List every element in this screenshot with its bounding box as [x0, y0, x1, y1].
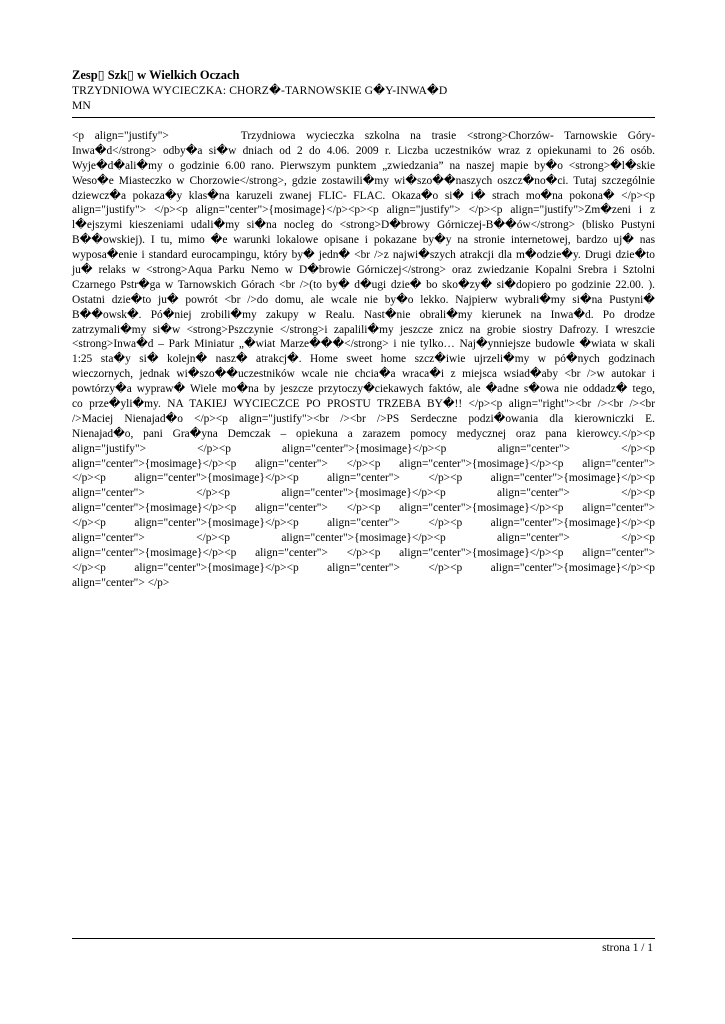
body-line — [72, 293, 655, 308]
body-line — [72, 442, 655, 457]
body-line-text: align="justify"> </p><p align="center">{mosimage}</p><p align="center"> </p><p — [72, 442, 655, 455]
body-line-text: B��owsk�. Pó�niej zrobili�my zakupy w Realu. Nast�nie obrali�my kierunek na Inwa�d. Po drodze — [72, 308, 655, 321]
body-line — [72, 189, 655, 204]
body-line-text: align="center">{mosimage}</p><p align="center"> </p><p align="center">{mosimage}</p><p align="center"> — [72, 546, 655, 559]
body-line-text: align="center">{mosimage}</p><p align="center"> </p><p align="center">{mosimage}</p><p align="center"> — [72, 502, 655, 515]
body-line-text: Nienajad�o, pani Gra�yna Demczak – opiekuna a zarazem pomocy medycznej oraz pana kierowcy.</p><p — [72, 427, 655, 440]
body-line — [72, 427, 655, 442]
body-line-text: </p><p align="center">{mosimage}</p><p align="center"> </p><p align="center">{mosimage}</p><p — [72, 561, 655, 574]
body-line-text: Czarnego Pstr�ga w Tarnowskich Górach <br />(to by� d�ugi dzie� bo sko�zy� si�dopiero po godzinie 22.00. ). — [72, 278, 655, 291]
body-line-text: align="justify"> </p><p align="center">{mosimage}</p><p><p align="justify"> </p><p align="justify">Zm�zeni i z — [72, 204, 655, 217]
body-line — [72, 248, 655, 263]
body-line-text: Ostatni dzie�to ju� powrót <br />do domu, ale wcale nie by�o lekko. Najpierw wybrali�my si�na Pustyni� — [72, 293, 655, 306]
body-line-text: B��owskiej). I tu, mimo �e warunki lokalowe opisane i pokazane by�y na stronie internetowej, bardzo uj� nas — [72, 234, 655, 247]
body-line — [72, 129, 655, 144]
school-name: Zesp▯ Szk▯ w Wielkich Oczach — [72, 68, 240, 82]
body-line — [72, 367, 655, 382]
body-line — [72, 159, 655, 174]
article-body — [72, 129, 655, 591]
body-line — [72, 352, 655, 367]
body-line — [72, 531, 655, 546]
body-line-text: </p><p align="center">{mosimage}</p><p align="center"> </p><p align="center">{mosimage}</p><p — [72, 517, 655, 530]
body-line-text: </p><p align="center">{mosimage}</p><p align="center"> </p><p align="center">{mosimage}</p><p — [72, 472, 655, 485]
body-line — [72, 308, 655, 323]
body-line-text: wyposa�enie i standard eurocampingu, który by� jedn� <br />z najwi�szych atrakcji dla m�odzie�y. Drugi dzie�to — [72, 249, 655, 262]
body-line-text: 1:25 sta�y si� kolejn� nasz� atrakcj�. Home sweet home szcz�iwie ujrzeli�my w pó�nych godzinach — [72, 353, 655, 366]
body-line — [72, 457, 655, 472]
body-line-text: align="center"> </p><p align="center">{mosimage}</p><p align="center"> </p><p — [72, 487, 655, 500]
body-line — [72, 233, 655, 248]
body-line — [72, 561, 655, 576]
paragraph-open-tag: <p align="justify"> — [72, 130, 169, 142]
footer-divider — [72, 938, 655, 939]
body-line — [72, 144, 655, 159]
body-line-text: align="center"> </p><p align="center">{mosimage}</p><p align="center"> </p><p — [72, 532, 655, 545]
body-line-text: align="center">{mosimage}</p><p align="center"> </p><p align="center">{mosimage}</p><p align="center"> — [72, 457, 655, 470]
body-line-text: align="center"> </p> — [72, 576, 170, 589]
body-line-text: zatrzymali�my si�w <strong>Pszczynie </strong>i zapalili�my jeszcze znicz na grobie siostry Dafrozy. I wreszcie — [72, 323, 655, 336]
body-line-text: dziewcz�a pokaza�y klas�na karuzeli zwanej FLIC- FLAC. Okaza�o si� i� strach mo�na pokona� </p><p — [72, 189, 655, 202]
body-line-text: Inwa�d</strong> odby�a si�w dniach od 2 do 4.06. 2009 r. Liczba uczestników wraz z opiekunami to 26 osób. — [72, 144, 655, 157]
body-line-text: Wyje�d�ali�my o godzinie 6.00 rano. Pierwszym punktem „zwiedzania” na naszej mapie by�o <strong>�l�skie — [72, 159, 655, 172]
body-line — [72, 412, 655, 427]
body-line — [72, 486, 655, 501]
body-line-text: l�ejszymi kieszeniami udali�my si�na nocleg do <strong>D�browy Górniczej-B��ów</strong> (blisko Pustyni — [72, 219, 655, 232]
body-line — [72, 546, 655, 561]
body-line — [72, 278, 655, 293]
document-header — [72, 68, 654, 113]
body-line-text: powtórzy�a wypraw� Wiele mo�na by jeszcze przytoczy�ciekawych faktów, ale �adne s�owa nie oddadz� tego, — [72, 383, 655, 396]
body-line — [72, 263, 655, 278]
body-line-text: Weso�e Miasteczko w Chorzowie</strong>, gdzie zostawili�my wi�szo��naszych oszcz�no�ci. Tutaj szczególnie — [72, 174, 655, 187]
body-line — [72, 382, 655, 397]
body-line — [72, 174, 655, 189]
body-line-text: />Maciej Nienajad�o </p><p align="justify"><br /><br />PS Serdeczne podzi�owania dla kierowniczki E. — [72, 412, 655, 425]
body-line — [72, 516, 655, 531]
header-divider — [72, 117, 655, 118]
body-line — [72, 471, 655, 486]
document-title-line-2: MN — [72, 99, 91, 112]
body-line-text: Trzydniowa wycieczka szkolna na trasie <strong>Chorzów- Tarnowskie Góry- — [240, 130, 655, 142]
body-line — [72, 576, 655, 591]
body-line — [72, 397, 655, 412]
body-line-text: wieczornych, jednak wi�szo��uczestników wcale nie chcia�a wraca�i z miejsca wsiad�aby <br />w autokar i — [72, 368, 655, 381]
body-line-text: ju� relaks w <strong>Aqua Parku Nemo w D�browie Górniczej</strong> oraz zwiedzanie Kopalni Srebra i Sztolni — [72, 264, 655, 277]
body-line — [72, 337, 655, 352]
body-line-text: co prze�yli�my. NA TAKIEJ WYCIECZCE PO PROSTU TRZEBA BY�!! </p><p align="right"><br /><br /><br — [72, 398, 655, 411]
page-number: strona 1 / 1 — [602, 942, 653, 954]
document-title-line-1: TRZYDNIOWA WYCIECZKA: CHORZ�-TARNOWSKIE G�Y-INWA�D — [72, 84, 448, 97]
body-line — [72, 323, 655, 338]
body-line — [72, 501, 655, 516]
body-line — [72, 218, 655, 233]
body-line — [72, 203, 655, 218]
body-line-text: <strong>Inwa�d – Park Miniatur „�wiat Marze���</strong> i nie tylko… Naj�ynniejsze budowle �wiata w skali — [72, 338, 655, 351]
